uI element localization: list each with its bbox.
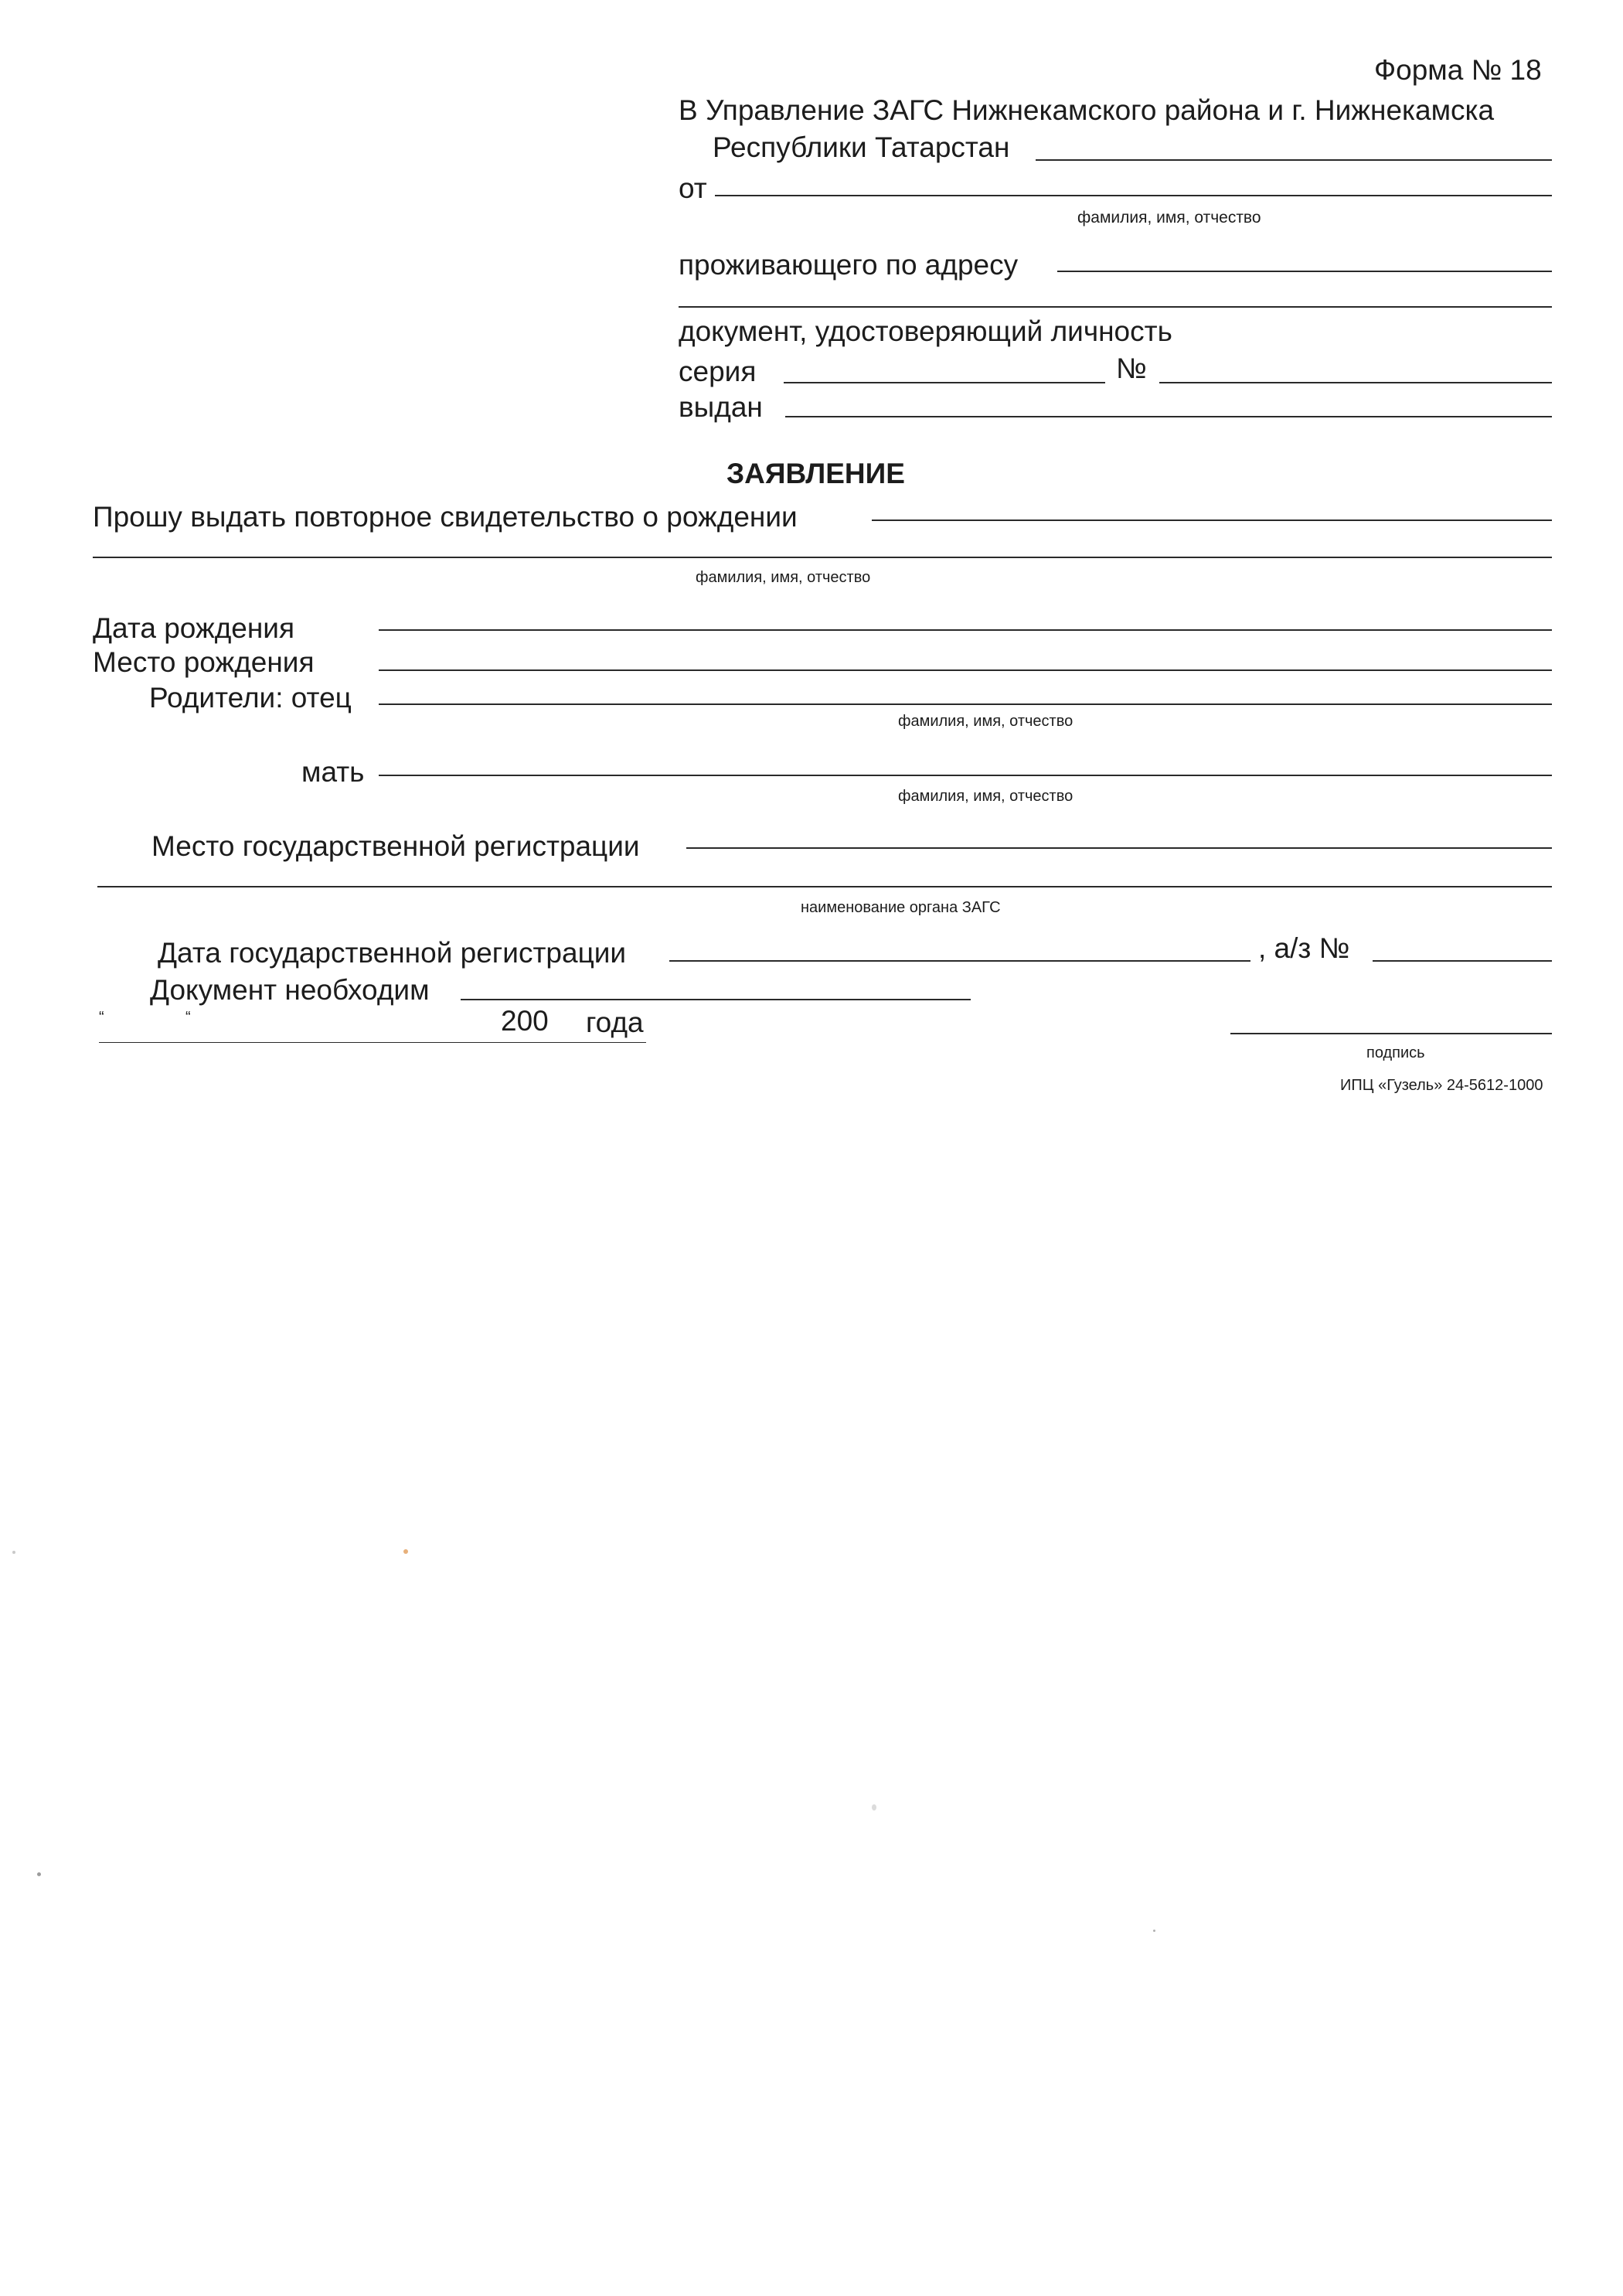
id-document-label: документ, удостоверяющий личность (679, 315, 1172, 347)
date-quote-close: “ (185, 1009, 191, 1026)
registration-place-line-1[interactable] (686, 847, 1552, 849)
request-line-2[interactable] (93, 557, 1552, 558)
from-label: от (679, 172, 707, 204)
father-line[interactable] (379, 703, 1552, 705)
number-label: № (1116, 353, 1147, 384)
form-number: Форма № 18 (1374, 54, 1542, 86)
record-number-label: , а/з № (1258, 932, 1350, 964)
registration-date-line[interactable] (669, 960, 1250, 962)
date-line[interactable] (99, 1042, 646, 1043)
registration-place-label: Место государственной регистрации (151, 830, 640, 862)
birth-place-line[interactable] (379, 669, 1552, 671)
address-line-1[interactable] (1057, 271, 1552, 272)
addressee-line-1: В Управление ЗАГС Нижнекамского района и г. Нижнекамска (679, 94, 1495, 126)
mother-fio-caption: фамилия, имя, отчество (898, 788, 1073, 805)
scan-speck (12, 1551, 15, 1554)
from-fio-line[interactable] (715, 195, 1552, 196)
mother-line[interactable] (379, 775, 1552, 776)
number-line[interactable] (1159, 382, 1552, 383)
address-line-2[interactable] (679, 306, 1552, 308)
birth-date-label: Дата рождения (93, 612, 295, 644)
date-quote-open: “ (99, 1009, 104, 1026)
registration-place-line-2[interactable] (97, 886, 1552, 887)
series-label: серия (679, 356, 757, 387)
year-prefix: 200 (501, 1005, 549, 1037)
mother-label: мать (301, 756, 365, 788)
father-label: Родители: отец (149, 682, 352, 714)
issued-label: выдан (679, 391, 763, 423)
request-line-1[interactable] (872, 519, 1552, 521)
scan-speck (872, 1804, 876, 1811)
document-needed-label: Документ необходим (150, 974, 430, 1006)
addressee-underline (1036, 159, 1552, 161)
year-suffix: года (586, 1007, 644, 1038)
registration-place-caption: наименование органа ЗАГС (801, 899, 1001, 916)
scan-speck (37, 1872, 41, 1876)
addressee-line-2: Республики Татарстан (713, 131, 1010, 163)
request-fio-caption: фамилия, имя, отчество (696, 569, 871, 586)
document-title: ЗАЯВЛЕНИЕ (726, 458, 905, 489)
birth-date-line[interactable] (379, 629, 1552, 631)
registration-date-label: Дата государственной регистрации (158, 937, 627, 969)
scan-speck (1153, 1930, 1155, 1932)
issued-line[interactable] (785, 416, 1552, 417)
address-label: проживающего по адресу (679, 249, 1019, 281)
printer-mark: ИПЦ «Гузель» 24-5612-1000 (1340, 1077, 1543, 1094)
father-fio-caption: фамилия, имя, отчество (898, 713, 1073, 730)
from-fio-caption: фамилия, имя, отчество (1077, 209, 1261, 227)
document-needed-line[interactable] (461, 999, 971, 1000)
series-line[interactable] (784, 382, 1105, 383)
request-label: Прошу выдать повторное свидетельство о рождении (93, 501, 798, 533)
birth-place-label: Место рождения (93, 646, 315, 678)
signature-line[interactable] (1230, 1033, 1552, 1034)
signature-caption: подпись (1366, 1044, 1425, 1061)
scan-speck (403, 1549, 408, 1554)
record-number-line[interactable] (1373, 960, 1552, 962)
